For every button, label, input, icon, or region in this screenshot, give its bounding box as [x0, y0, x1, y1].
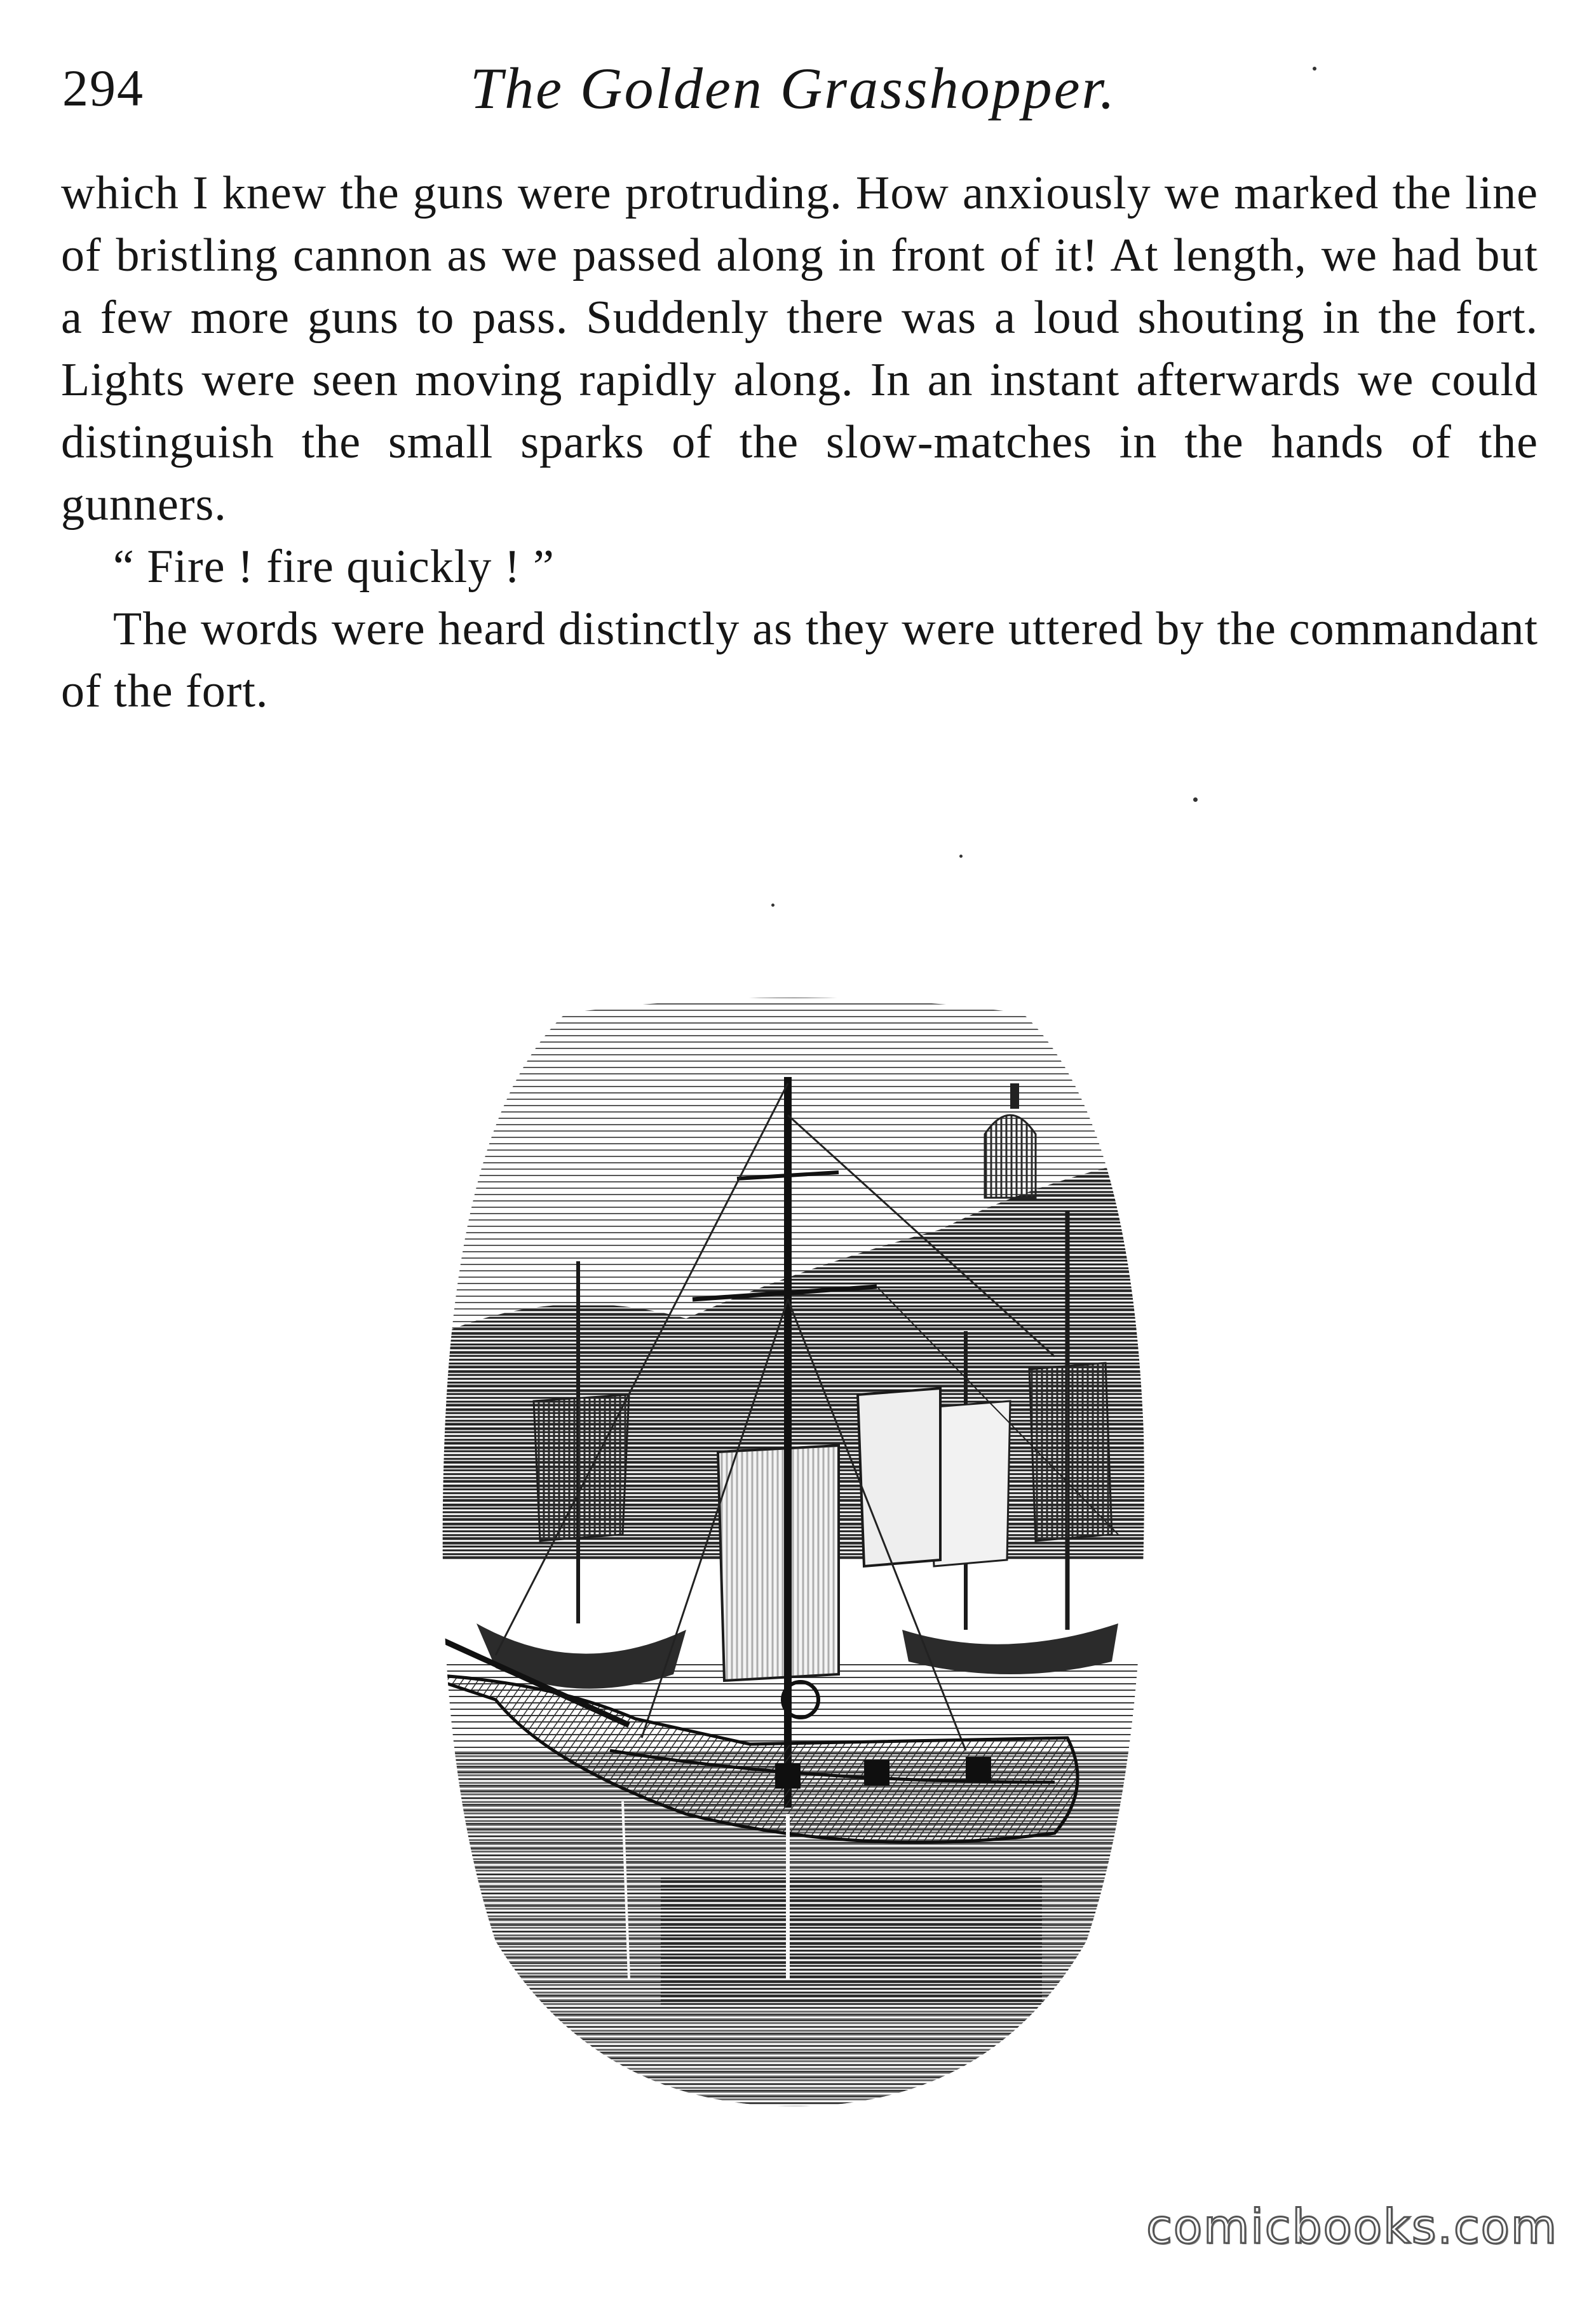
print-speck	[771, 904, 774, 907]
running-title: The Golden Grasshopper.	[470, 56, 1117, 121]
ship-engraving-image	[419, 988, 1169, 2113]
print-speck	[959, 855, 963, 858]
page-number: 294	[62, 59, 144, 117]
body-text	[61, 162, 1538, 722]
ship-engraving-illustration	[419, 988, 1169, 2113]
print-speck	[1193, 797, 1198, 802]
paragraph-dialogue: “ Fire ! fire quickly ! ”	[113, 541, 555, 593]
paragraph-continuation: which I knew the guns were protruding. How anxiously we marked the line of bristling cannon as we passed along in front of it! At length, we had but a few more guns to pass. Suddenly there was a loud shouting in the fort. Lights were seen moving rapidly along. In an instant afterwards we could distinguish the small sparks of the slow-matches in the hands of the gunners.	[61, 167, 1538, 531]
watermark: comicbooks.com	[1146, 2200, 1558, 2254]
paragraph-closing: The words were heard distinctly as they were uttered by the commandant of the fort.	[61, 603, 1538, 717]
print-speck	[1313, 67, 1316, 71]
